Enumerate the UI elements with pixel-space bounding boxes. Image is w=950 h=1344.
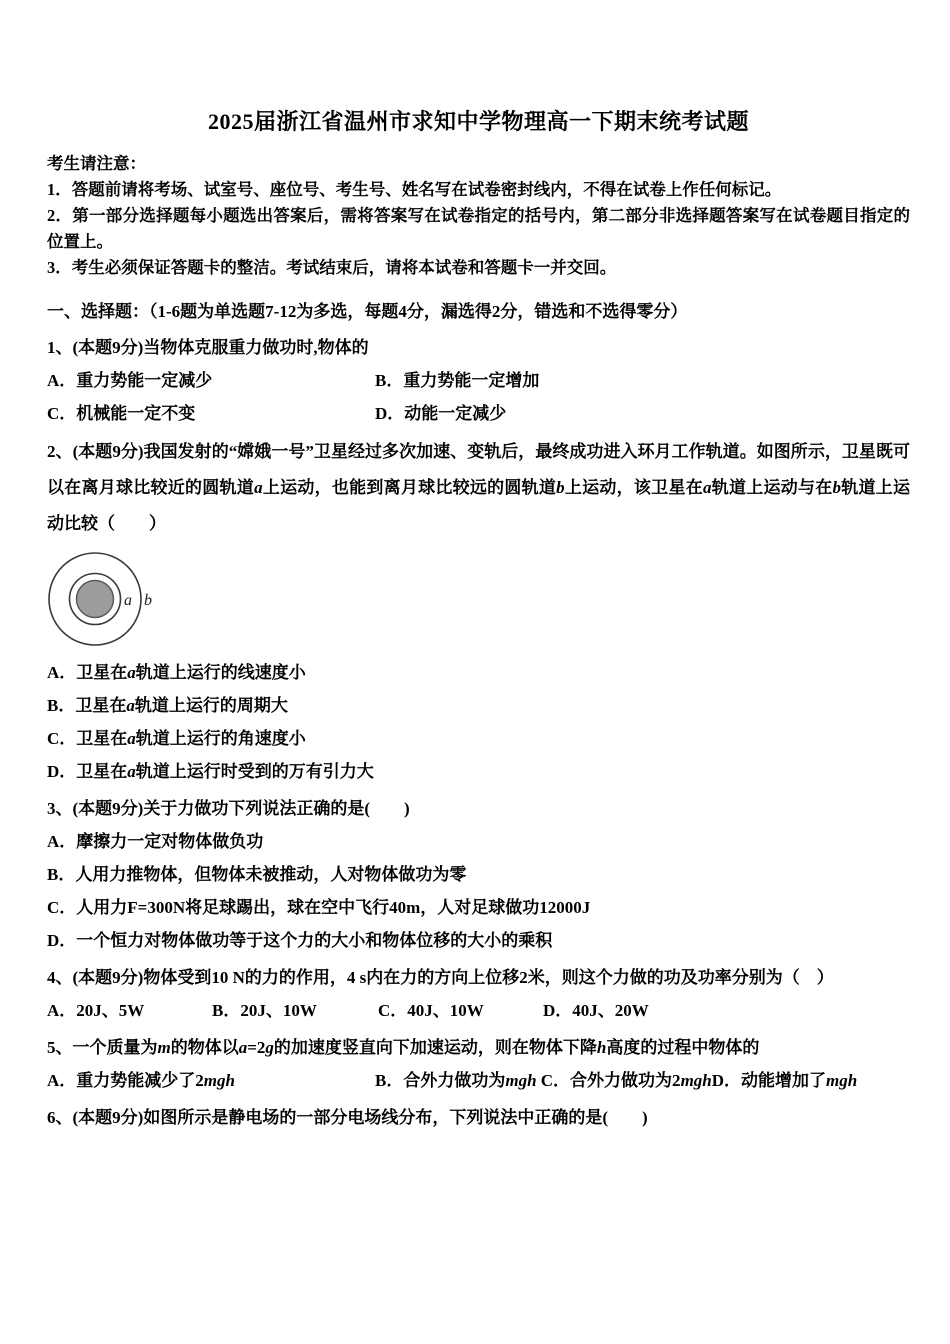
exam-title: 2025届浙江省温州市求知中学物理高一下期末统考试题: [207, 109, 749, 134]
option-a: A．重力势能减少了2mgh: [47, 1071, 235, 1090]
question-5-stem: 5、一个质量为m的物体以a=2g的加速度竖直向下加速运动，则在物体下降h高度的过程中物体的: [47, 1038, 760, 1057]
question-3-stem: 3、(本题9分)关于力做功下列说法正确的是( ): [47, 799, 410, 818]
question-1-stem: 1、(本题9分)当物体克服重力做功时,物体的: [47, 338, 369, 357]
question-4-options: [47, 994, 910, 1027]
notice-item-1: 1．答题前请将考场、试室号、座位号、考生号、姓名写在试卷密封线内，不得在试卷上作任何标记。: [47, 180, 782, 199]
question-5-options: [47, 1064, 910, 1097]
question-2: [47, 434, 910, 788]
option-d: D．40J、20W: [543, 1001, 649, 1020]
notice-item-3: 3．考生必须保证答题卡的整洁。考试结束后，请将本试卷和答题卡一并交回。: [47, 258, 617, 277]
notice-section: [47, 151, 910, 281]
option-c: C．40J、10W: [378, 1001, 484, 1020]
option-b: B．人用力推物体，但物体未被推动，人对物体做功为零: [47, 865, 467, 884]
question-2-stem: 2、(本题9分)我国发射的“嫦娥一号”卫星经过多次加速、变轨后，最终成功进入环月工作轨道。如图所示，卫星既可以在离月球比较近的圆轨道a上运动，也能到离月球比较远的圆轨道b上运动，该卫星在a轨道上运动与在b轨道上运动比较（ ）: [47, 442, 911, 533]
option-d: D．卫星在a轨道上运行时受到的万有引力大: [47, 762, 374, 781]
option-a: A．摩擦力一定对物体做负功: [47, 832, 264, 851]
question-1-options: [47, 364, 910, 430]
option-c: C．机械能一定不变: [47, 404, 196, 423]
question-5: [47, 1031, 910, 1097]
notice-head: 考生请注意：: [47, 154, 146, 173]
option-c: C．人用力F=300N将足球踢出，球在空中飞行40m，人对足球做功12000J: [47, 898, 591, 917]
option-b: B．重力势能一定增加: [375, 371, 540, 390]
notice-item-2: 2．第一部分选择题每小题选出答案后，需将答案写在试卷指定的括号内，第二部分非选择题答案写在试卷题目指定的位置上。: [47, 206, 910, 251]
orbit-label-b: b: [144, 592, 152, 609]
orbit-figure: [48, 548, 218, 650]
orbit-label-a: a: [124, 592, 132, 609]
option-a: A．20J、5W: [47, 1001, 145, 1020]
question-1: [47, 331, 910, 430]
question-3: [47, 792, 910, 957]
option-d: D．一个恒力对物体做功等于这个力的大小和物体位移的大小的乘积: [47, 931, 553, 950]
question-6: [47, 1101, 910, 1134]
option-a: A．重力势能一定减少: [47, 371, 213, 390]
question-4: [47, 961, 910, 1027]
option-b: B．20J、10W: [212, 1001, 317, 1020]
question-6-stem: 6、(本题9分)如图所示是静电场的一部分电场线分布，下列说法中正确的是( ): [47, 1108, 648, 1127]
option-d: D．动能一定减少: [375, 404, 507, 423]
question-4-stem: 4、(本题9分)物体受到10 N的力的作用，4 s内在力的方向上位移2米，则这个力做的功及功率分别为（ ）: [47, 968, 834, 987]
option-b: B．卫星在a轨道上运行的周期大: [47, 696, 288, 715]
moon-disc: [77, 581, 114, 618]
options-b-c-d: B．合外力做功为mgh C．合外力做功为2mghD．动能增加了mgh: [375, 1071, 858, 1090]
option-c: C．卫星在a轨道上运行的角速度小: [47, 729, 306, 748]
section-heading: 一、选择题：（1-6题为单选题7-12为多选，每题4分，漏选得2分，错选和不选得零分）: [47, 302, 688, 321]
option-a: A．卫星在a轨道上运行的线速度小: [47, 663, 306, 682]
